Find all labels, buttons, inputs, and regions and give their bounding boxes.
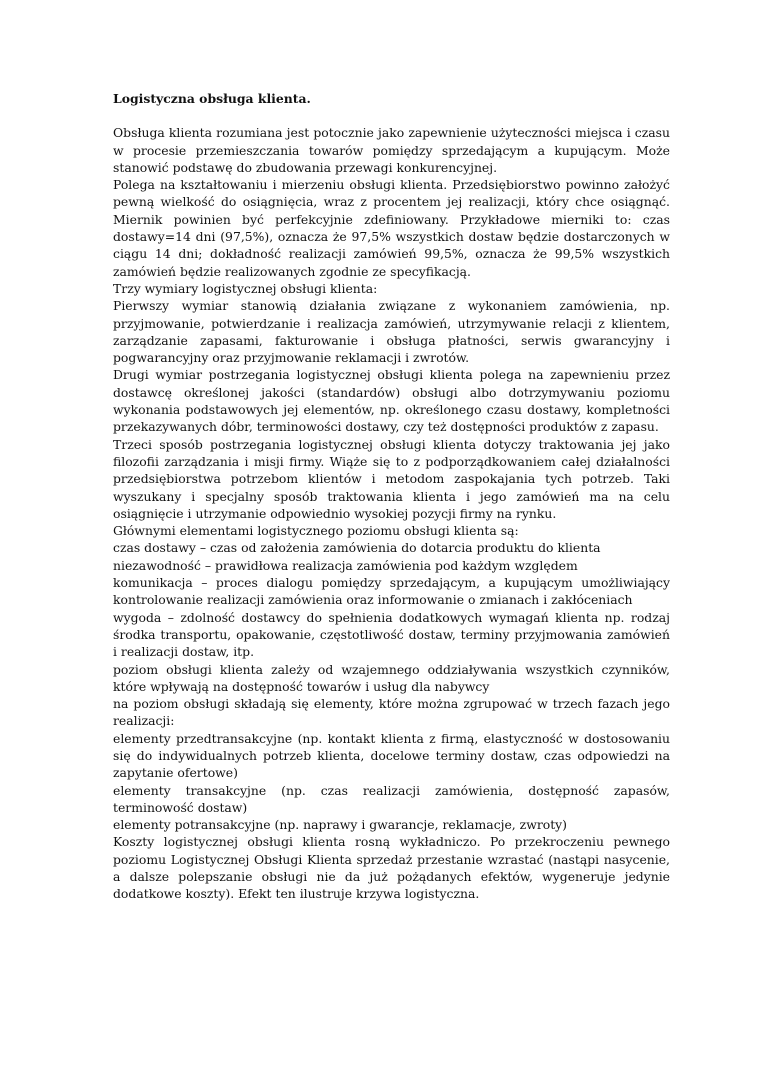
paragraph-first-dimension: Pierwszy wymiar stanowią działania związane z wykonaniem zamówienia, np. przyjmowanie, potwierdzanie i realizacja zamówień, utrzymywanie relacji z klientem, zarządzanie zapasami, fakturowanie i obsługa płatności, serwis gwarancyjny i pogwarancyjny oraz przyjmowanie reklamacji i zwrotów. [113, 298, 670, 366]
paragraph-elements-heading: Głównymi elementami logistycznego poziomu obsługi klienta są: [113, 523, 519, 539]
paragraph-third-dimension: Trzeci sposób postrzegania logistycznej obsługi klienta dotyczy traktowania jej jako filozofii zarządzania i misji firmy. Wiąże się to z podporządkowaniem całej działalności przedsiębiorstwa potrzebom klientów i metodom zaspokajania tych potrzeb. Taki wyszukany i specjalny sposób traktowania klienta i jego zamówień ma na celu osiągnięcie i utrzymanie odpowiednio wysokiej pozycji firmy na rynku. [113, 436, 670, 521]
paragraph-convenience: wygoda – zdolność dostawcy do spełnienia dodatkowych wymagań klienta np. rodzaj środka transportu, opakowanie, częstotliwość dostaw, terminy przyjmowania zamówień i realizacji dostaw, itp. [113, 609, 670, 660]
paragraph-communication: komunikacja – proces dialogu pomiędzy sprzedającym, a kupującym umożliwiający kontrolowanie realizacji zamówienia oraz informowanie o zmianach i zakłóceniach [113, 575, 670, 608]
paragraph-dimensions-heading: Trzy wymiary logistycznej obsługi klienta: [113, 280, 378, 296]
paragraph-phases: na poziom obsługi składają się elementy, które można zgrupować w trzech fazach jego realizacji: [113, 696, 670, 729]
paragraph-pre-transaction: elementy przedtransakcyjne (np. kontakt klienta z firmą, elastyczność w dostosowaniu się do indywidualnych potrzeb klienta, docelowe terminy dostaw, czas odpowiedzi na zapytanie ofertowe) [113, 730, 670, 781]
paragraph-intro: Obsługa klienta rozumiana jest potocznie jako zapewnienie użyteczności miejsca i czasu w procesie przemieszczania towarów pomiędzy sprzedającym a kupującym. Może stanowić podstawę do zbudowania przewagi konkurencyjnej. [113, 125, 670, 175]
paragraph-delivery-time: czas dostawy – czas od założenia zamówienia do dotarcia produktu do klienta [113, 540, 601, 556]
document-body [113, 90, 670, 903]
paragraph-post-transaction: elementy potransakcyjne (np. naprawy i gwarancje, reklamacje, zwroty) [113, 817, 568, 833]
paragraph-service-level: poziom obsługi klienta zależy od wzajemnego oddziaływania wszystkich czynników, które wpływają na dostępność towarów i usług dla nabywcy [113, 661, 670, 694]
document-title: Logistyczna obsługa klienta. [113, 91, 311, 106]
paragraph-transaction: elementy transakcyjne (np. czas realizacji zamówienia, dostępność zapasów, terminowość dostaw) [113, 782, 670, 815]
paragraph-second-dimension: Drugi wymiar postrzegania logistycznej obsługi klienta polega na zapewnieniu przez dostawcę określonej jakości (standardów) obsługi albo dotrzymywaniu poziomu wykonania podstawowych jej elementów, np. określonego czasu dostawy, kompletności przekazywanych dóbr, terminowości dostawy, czy też dostępności produktów z zapasu. [113, 367, 670, 435]
paragraph-costs: Koszty logistycznej obsługi klienta rosną wykładniczo. Po przekroczeniu pewnego poziomu Logistycznej Obsługi Klienta sprzedaż przestanie wzrastać (nastąpi nasycenie, a dalsze polepszanie obsługi nie da już pożądanych efektów, wygeneruje jedynie dodatkowe koszty). Efekt ten ilustruje krzywa logistyczna. [113, 834, 670, 902]
paragraph-measurement: Polega na kształtowaniu i mierzeniu obsługi klienta. Przedsiębiorstwo powinno założyć pewną wielkość do osiągnięcia, wraz z procentem jej realizacji, który chce osiągnąć. Miernik powinien być perfekcyjnie zdefiniowany. Przykładowe mierniki to: czas dostawy=14 dni (97,5%), oznacza że 97,5% wszystkich dostaw będzie dostarczonych w ciągu 14 dni; dokładność realizacji zamówień 99,5%, oznacza że 99,5% wszystkich zamówień będzie realizowanych zgodnie ze specyfikacją. [113, 177, 670, 279]
paragraph-reliability: niezawodność – prawidłowa realizacja zamówienia pod każdym względem [113, 557, 578, 573]
